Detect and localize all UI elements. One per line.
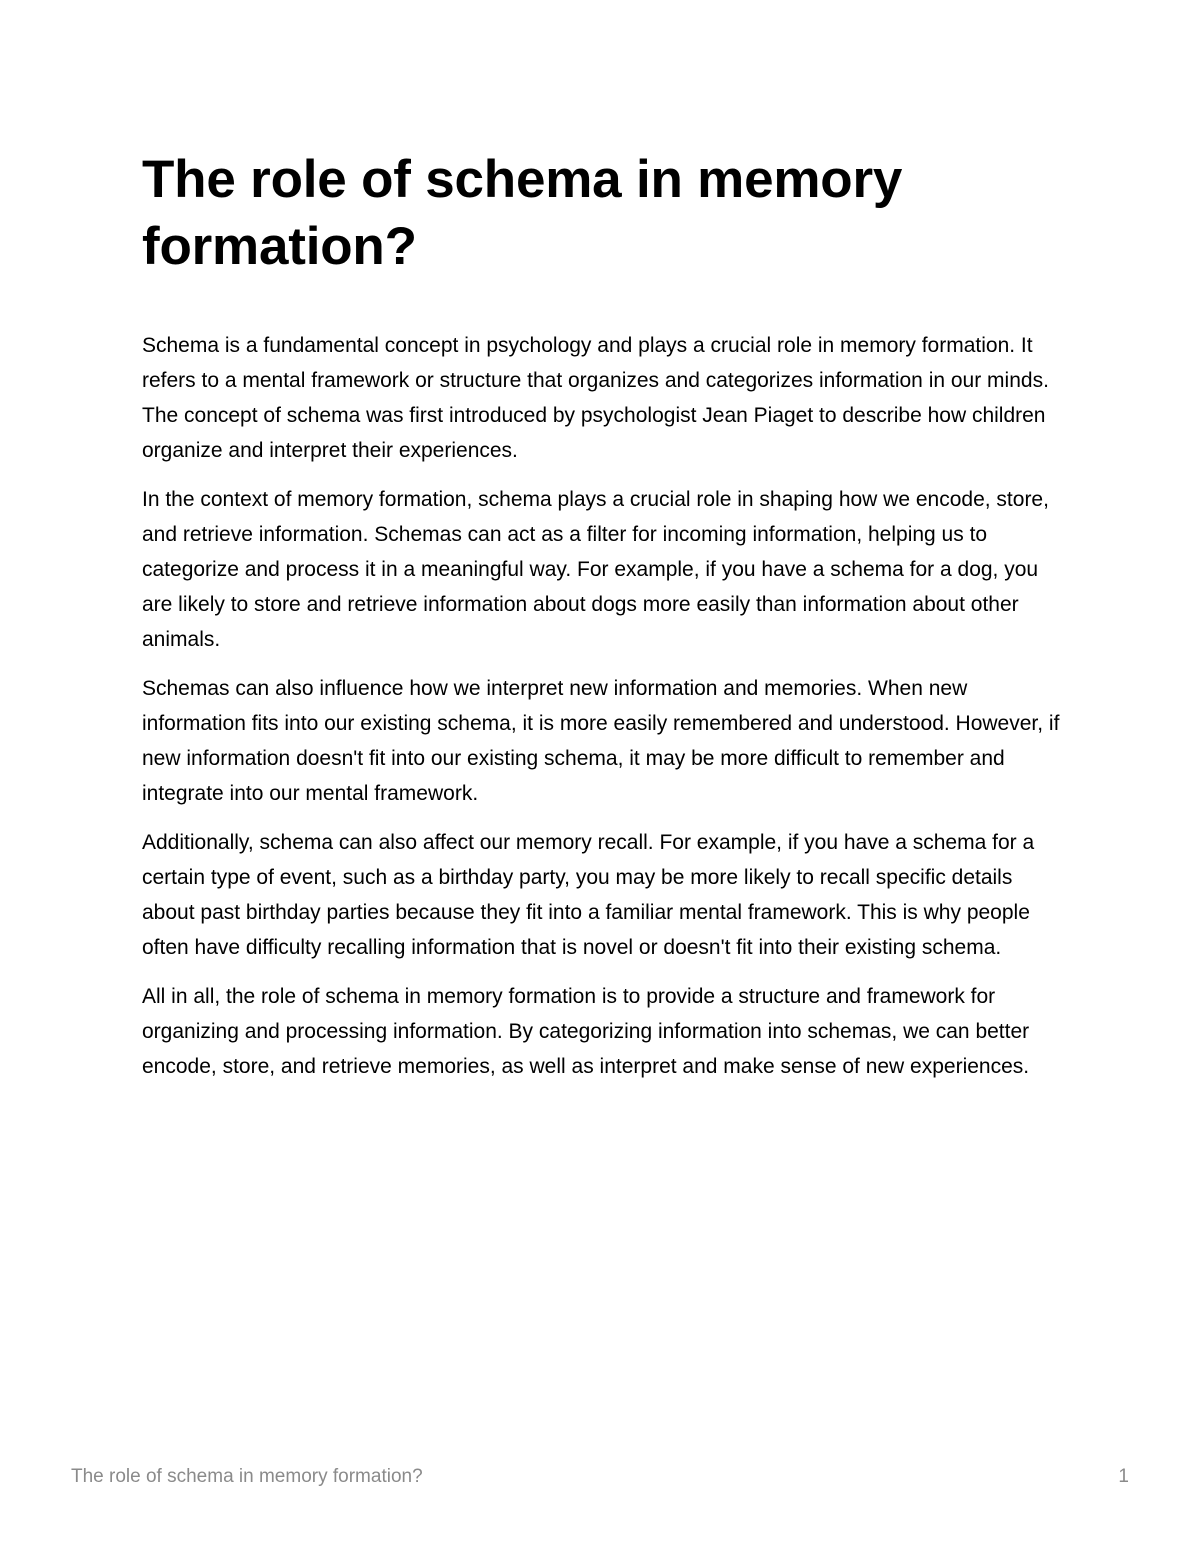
body-paragraph: Additionally, schema can also affect our memory recall. For example, if you have a schema for a certain type of event, such as a birthday party, you may be more likely to recall specific details about past birthday parties because they fit into a familiar mental framework. This is why people often have difficulty recalling information that is novel or doesn't fit into their existing schema. [142,831,1035,959]
document-title: The role of schema in memory formation? [142,150,903,276]
body-paragraph: All in all, the role of schema in memory formation is to provide a structure and framework for organizing and processing information. By categorizing information into schemas, we can better encode, store, and retrieve memories, as well as interpret and make sense of new experiences. [142,985,1030,1078]
body-paragraph: In the context of memory formation, schema plays a crucial role in shaping how we encode, store, and retrieve information. Schemas can act as a filter for incoming information, helping us to categorize and process it in a meaningful way. For example, if you have a schema for a dog, you are likely to store and retrieve information about dogs more easily than information about other animals. [142,488,1049,651]
body-paragraph: Schemas can also influence how we interpret new information and memories. When new information fits into our existing schema, it is more easily remembered and understood. However, if new information doesn't fit into our existing schema, it may be more difficult to remember and integrate into our mental framework. [142,677,1060,805]
footer-document-title: The role of schema in memory formation? [71,1466,423,1487]
document-body [142,328,1067,1098]
body-paragraph: Schema is a fundamental concept in psychology and plays a crucial role in memory formation. It refers to a mental framework or structure that organizes and categorizes information in our minds. The concept of schema was first introduced by psychologist Jean Piaget to describe how children organize and interpret their experiences. [142,334,1049,462]
footer-page-number: 1 [1118,1466,1129,1487]
